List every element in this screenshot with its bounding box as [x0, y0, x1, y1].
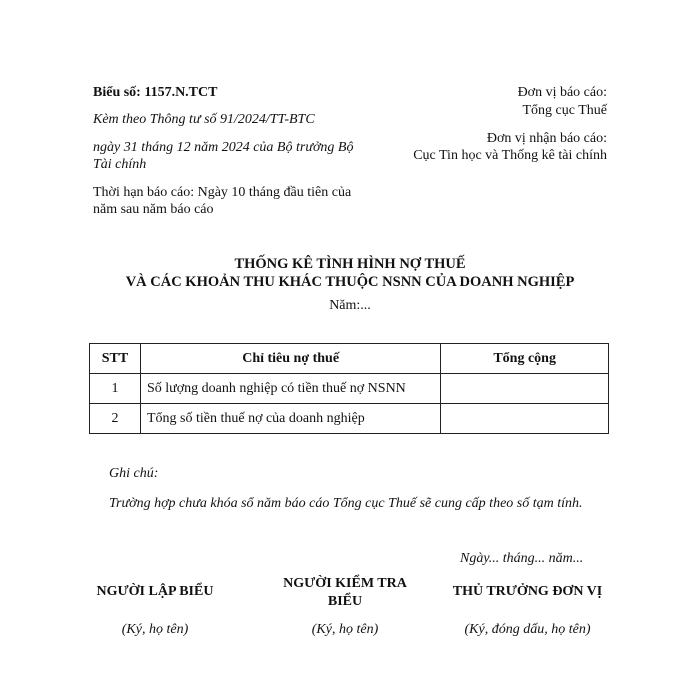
- note-text: Trường hợp chưa khóa sổ năm báo cáo Tổng cục Thuế sẽ cung cấp theo số tạm tính.: [109, 496, 583, 511]
- row-total: [441, 374, 609, 404]
- checker-sign-note: (Ký, họ tên): [311, 622, 379, 637]
- table-row: [90, 374, 609, 404]
- head-title: THỦ TRƯỞNG ĐƠN VỊ: [452, 584, 603, 599]
- preparer-title: NGƯỜI LẬP BIỂU: [96, 584, 214, 599]
- receiving-unit-label: Đơn vị nhận báo cáo:: [486, 131, 607, 146]
- signature-date: Ngày... tháng... năm...: [460, 551, 584, 566]
- row-stt: 2: [90, 404, 141, 434]
- report-title-line-1: THỐNG KÊ TÌNH HÌNH NỢ THUẾ: [234, 256, 466, 272]
- table-row: [90, 404, 609, 434]
- table-header-row: [90, 344, 609, 374]
- debt-table: [89, 343, 609, 434]
- note-label: Ghi chú:: [109, 466, 159, 481]
- checker-title-line-1: NGƯỜI KIỂM TRA: [283, 576, 407, 591]
- attach-line: Kèm theo Thông tư số 91/2024/TT-BTC: [93, 112, 315, 127]
- header-indicator: Chỉ tiêu nợ thuế: [140, 344, 440, 374]
- form-number: [93, 84, 217, 101]
- date-line-2: Tài chính: [93, 157, 147, 172]
- row-indicator: Tổng số tiền thuế nợ của doanh nghiệp: [140, 404, 440, 434]
- reporting-unit: Tổng cục Thuế: [522, 103, 607, 118]
- report-year: Năm:...: [329, 298, 371, 313]
- preparer-sign-note: (Ký, họ tên): [121, 622, 189, 637]
- form-number-code: 1157.N.TCT: [144, 85, 218, 100]
- row-total: [441, 404, 609, 434]
- report-title-line-2: VÀ CÁC KHOẢN THU KHÁC THUỘC NSNN CỦA DOANH NGHIỆP: [125, 274, 575, 290]
- header-stt: STT: [90, 344, 141, 374]
- header-total: Tổng cộng: [441, 344, 609, 374]
- row-stt: 1: [90, 374, 141, 404]
- head-sign-note: (Ký, đóng dấu, họ tên): [464, 622, 591, 637]
- row-indicator: Số lượng doanh nghiệp có tiền thuế nợ NSNN: [140, 374, 440, 404]
- reporting-unit-label: Đơn vị báo cáo:: [517, 85, 607, 100]
- form-number-label: Biểu số:: [93, 85, 141, 100]
- receiving-unit: Cục Tin học và Thống kê tài chính: [413, 148, 607, 163]
- deadline-line-2: năm sau năm báo cáo: [93, 202, 214, 217]
- checker-title-line-2: BIỂU: [327, 594, 363, 609]
- date-line-1: ngày 31 tháng 12 năm 2024 của Bộ trưởng Bộ: [93, 140, 354, 155]
- deadline-line-1: Thời hạn báo cáo: Ngày 10 tháng đầu tiên của: [93, 185, 352, 200]
